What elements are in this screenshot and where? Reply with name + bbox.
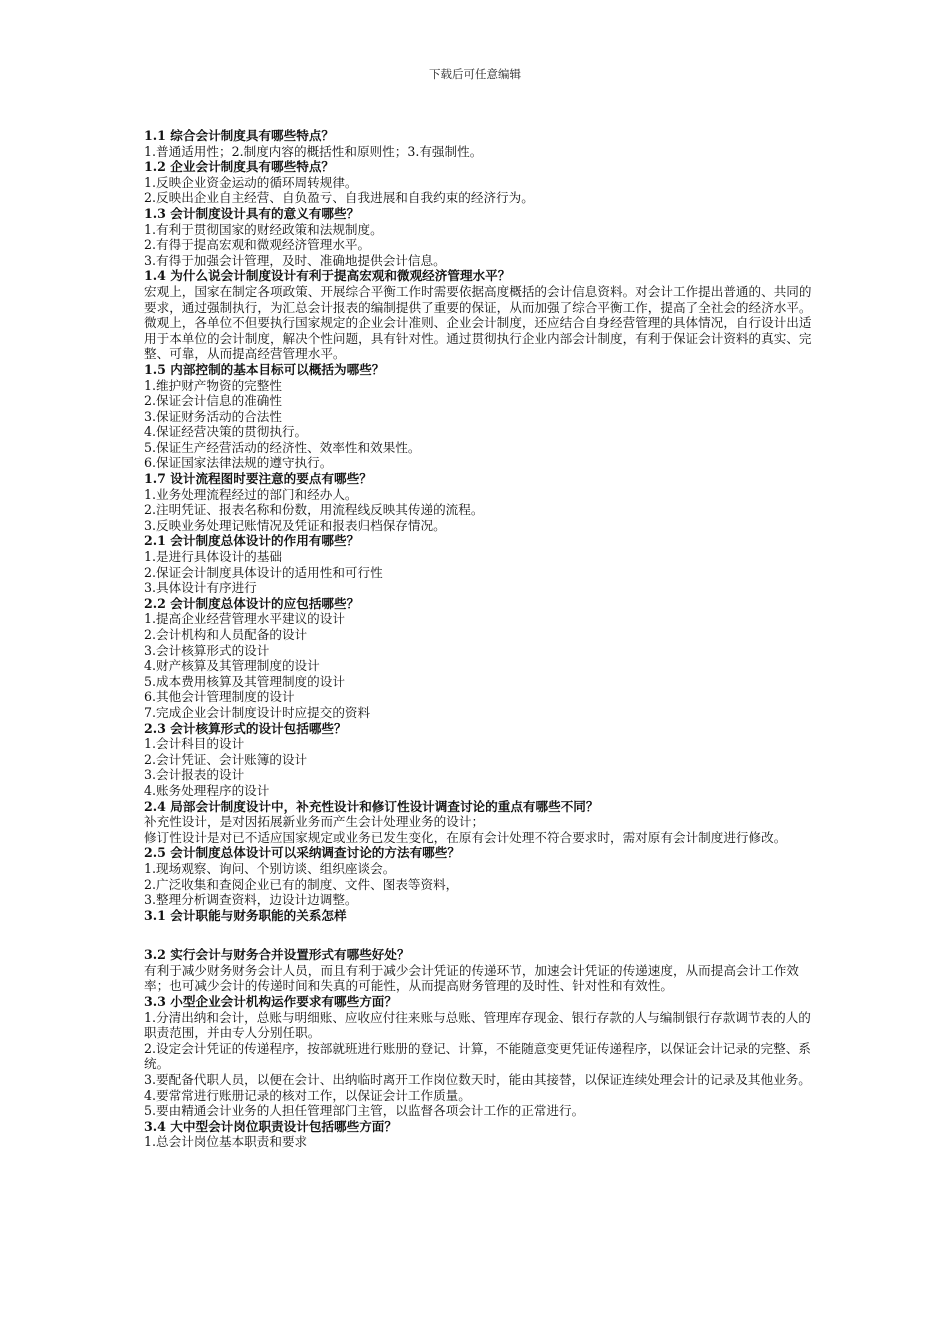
question-heading: 2.4 局部会计制度设计中，补充性设计和修订性设计调查讨论的重点有哪些不同？	[144, 798, 599, 814]
question-heading: 3.2 实行会计与财务合并设置形式有哪些好处？	[144, 947, 410, 963]
answer-text: 2.注明凭证、报表名称和份数，用流程线反映其传递的流程。	[144, 502, 484, 518]
answer-text: 1.维护财产物资的完整性	[144, 377, 282, 393]
document-body	[144, 128, 814, 1150]
answer-text: 5.保证生产经营活动的经济性、效率性和效果性。	[144, 439, 421, 455]
answer-text: 微观上，各单位不但要执行国家规定的企业会计准则、企业会计制度，还应结合自身经营管理的具体情况，自行设计出适用于本单位的会计制度，解决个性问题，具有针对性。通过贯彻执行企业内部会计制度，有利于保证会计资料的真实、完整、可靠，从而提高经营管理水平。	[144, 315, 812, 362]
question-heading: 3.3 小型企业会计机构运作要求有哪些方面？	[144, 994, 397, 1010]
answer-text: 1.普通适用性；2.制度内容的概括性和原则性；3.有强制性。	[144, 143, 483, 159]
question-heading: 1.7 设计流程图时要注意的要点有哪些？	[144, 471, 372, 487]
answer-text: 6.其他会计管理制度的设计	[144, 689, 295, 705]
answer-text: 有利于减少财务财务会计人员，而且有利于减少会计凭证的传递环节，加速会计凭证的传递速度，从而提高会计工作效率；也可减少会计的传递时间和失真的可能性，从而提高财务管理的及时性、针对性和有效性。	[144, 962, 799, 994]
question-heading: 2.3 会计核算形式的设计包括哪些？	[144, 720, 347, 736]
answer-text: 2.有得于提高宏观和微观经济管理水平。	[144, 237, 371, 253]
blank-spacer	[144, 923, 814, 947]
answer-text: 2.保证会计制度具体设计的适用性和可行性	[144, 564, 383, 580]
question-heading: 2.1 会计制度总体设计的作用有哪些？	[144, 533, 360, 549]
answer-text: 6.保证国家法律法规的遵守执行。	[144, 455, 333, 471]
answer-text: 2.保证会计信息的准确性	[144, 393, 282, 409]
answer-text: 1.反映企业资金运动的循环周转规律。	[144, 174, 358, 190]
answer-text: 宏观上，国家在制定各项政策、开展综合平衡工作时需要依据高度概括的会计信息资料。对会计工作提出普通的、共同的要求，通过强制执行，为汇总会计报表的编制提供了重要的保证，从而加强了综合平衡工作，提高了全社会的经济水平。	[144, 283, 812, 315]
answer-text: 4.账务处理程序的设计	[144, 782, 270, 798]
question-heading: 1.1 综合会计制度具有哪些特点？	[144, 128, 335, 143]
answer-text: 2.设定会计凭证的传递程序，按部就班进行账册的登记、计算，不能随意变更凭证传递程序，以保证会计记录的完整、系统。	[144, 1040, 811, 1072]
answer-text: 3.会计核算形式的设计	[144, 642, 270, 658]
answer-text: 3.具体设计有序进行	[144, 580, 257, 596]
answer-text: 1.业务处理流程经过的部门和经办人。	[144, 486, 358, 502]
answer-text: 1.有利于贯彻国家的财经政策和法规制度。	[144, 221, 383, 237]
answer-text: 1.会计科目的设计	[144, 736, 245, 752]
question-heading: 1.2 企业会计制度具有哪些特点？	[144, 159, 335, 175]
answer-text: 修订性设计是对已不适应国家规定或业务已发生变化，在原有会计处理不符合要求时，需对原有会计制度进行修改。	[144, 829, 787, 845]
question-heading: 3.1 会计职能与财务职能的关系怎样	[144, 907, 347, 923]
answer-text: 5.成本费用核算及其管理制度的设计	[144, 673, 345, 689]
answer-text: 1.分清出纳和会计，总账与明细账、应收应付往来账与总账、管理库存现金、银行存款的人与编制银行存款调节表的人的职责范围，并由专人分别任职。	[144, 1009, 811, 1041]
answer-text: 2.会计凭证、会计账簿的设计	[144, 751, 308, 767]
answer-text: 3.有得于加强会计管理，及时、准确地提供会计信息。	[144, 252, 446, 268]
answer-text: 3.反映业务处理记账情况及凭证和报表归档保存情况。	[144, 517, 446, 533]
answer-text: 2.广泛收集和查阅企业已有的制度、文件、图表等资料，	[144, 876, 459, 892]
answer-text: 7.完成企业会计制度设计时应提交的资料	[144, 704, 371, 720]
answer-text: 3.整理分析调查资料，边设计边调整。	[144, 892, 358, 908]
answer-text: 补充性设计，是对因拓展新业务而产生会计处理业务的设计；	[144, 814, 485, 830]
answer-text: 4.财产核算及其管理制度的设计	[144, 658, 320, 674]
answer-text: 3.会计报表的设计	[144, 767, 245, 783]
answer-text: 1.现场观察、询问、个别访谈、组织座谈会。	[144, 860, 396, 876]
question-heading: 1.5 内部控制的基本目标可以概括为哪些？	[144, 361, 385, 377]
question-heading: 2.5 会计制度总体设计可以采纳调查讨论的方法有哪些？	[144, 845, 460, 861]
answer-text: 2.会计机构和人员配备的设计	[144, 627, 308, 642]
page-header: 下载后可任意编辑	[429, 67, 521, 81]
answer-text: 1.总会计岗位基本职责和要求	[144, 1134, 308, 1150]
answer-text: 3.要配备代职人员，以便在会计、出纳临时离开工作岗位数天时，能由其接替，以保证连续处理会计的记录及其他业务。	[144, 1072, 811, 1088]
answer-text: 1.是进行具体设计的基础	[144, 549, 282, 565]
answer-text: 2.反映出企业自主经营、自负盈亏、自我进展和自我约束的经济行为。	[144, 190, 534, 206]
question-heading: 1.4 为什么说会计制度设计有利于提高宏观和微观经济管理水平？	[144, 268, 511, 284]
question-heading: 1.3 会计制度设计具有的意义有哪些？	[144, 205, 360, 221]
answer-text: 3.保证财务活动的合法性	[144, 408, 282, 424]
question-heading: 2.2 会计制度总体设计的应包括哪些？	[144, 595, 360, 611]
answer-text: 5.要由精通会计业务的人担任管理部门主管，以监督各项会计工作的正常进行。	[144, 1103, 585, 1119]
answer-text: 4.保证经营决策的贯彻执行。	[144, 424, 308, 440]
answer-text: 1.提高企业经营管理水平建议的设计	[144, 611, 345, 627]
answer-text: 4.要常常进行账册记录的核对工作，以保证会计工作质量。	[144, 1087, 471, 1103]
question-heading: 3.4 大中型会计岗位职责设计包括哪些方面？	[144, 1118, 397, 1134]
